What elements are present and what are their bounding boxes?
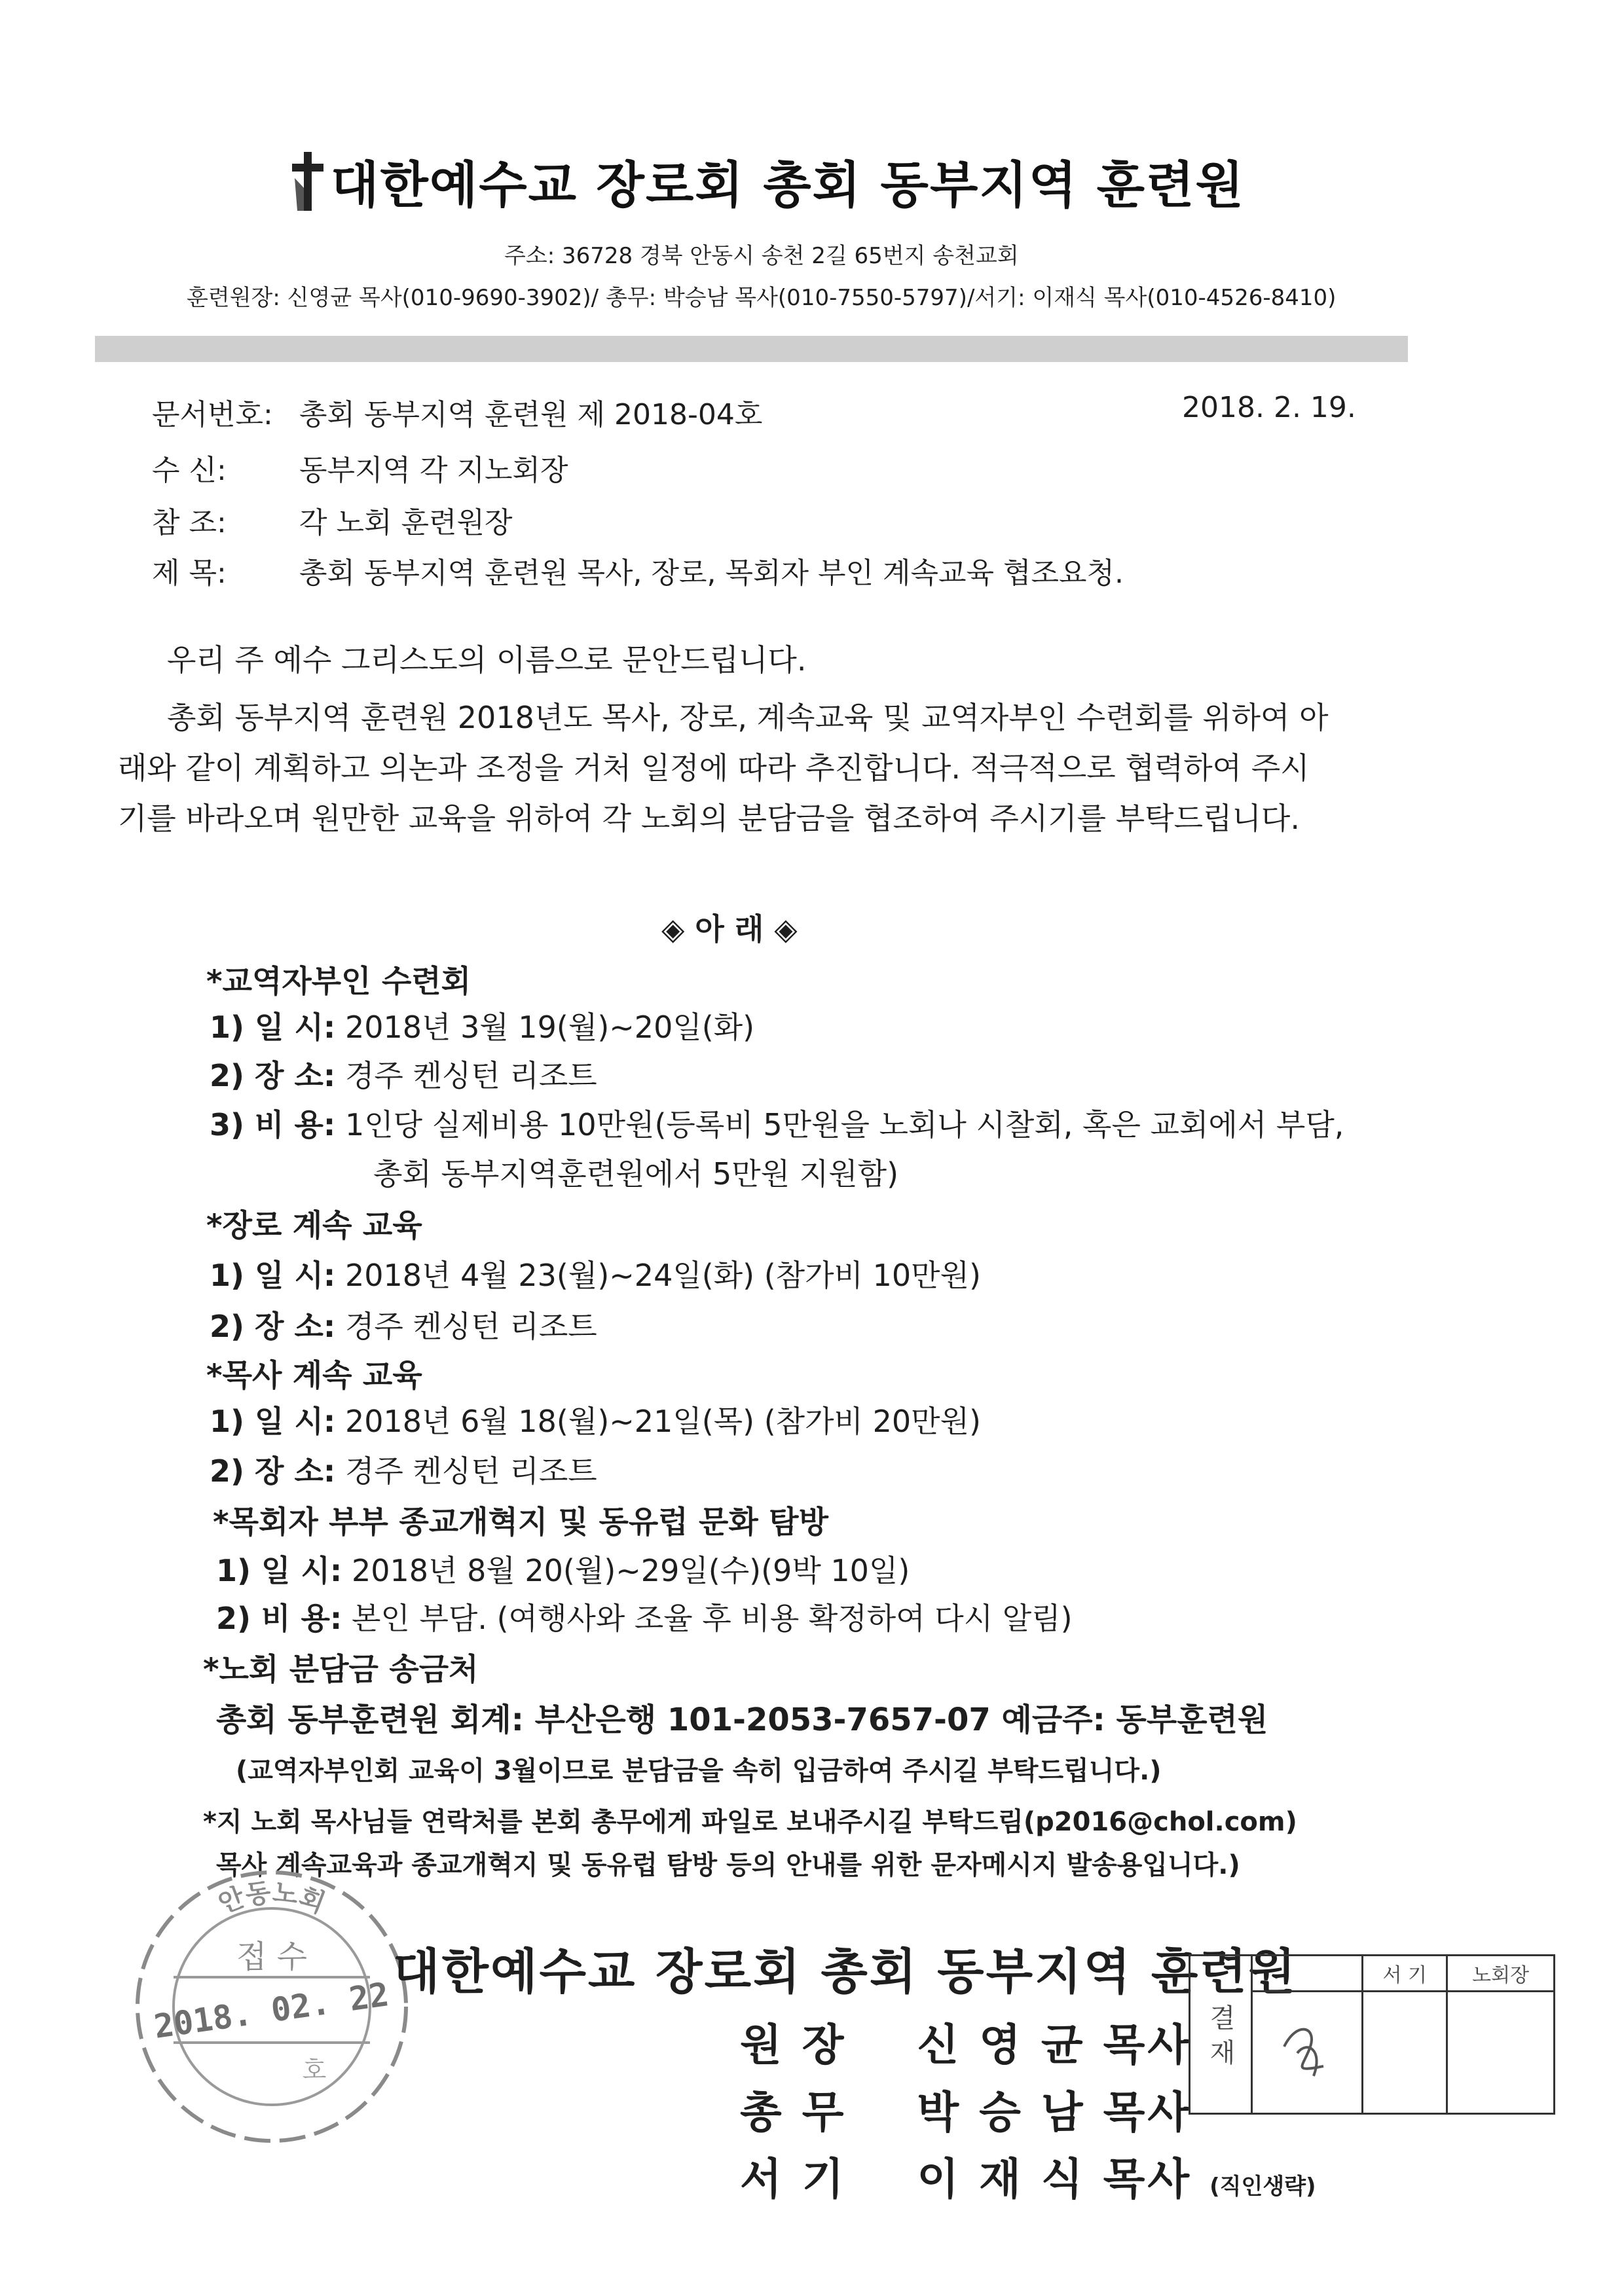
item-value: 경주 켄싱턴 리조트	[344, 1453, 597, 1489]
signature-line-director	[740, 2010, 1192, 2072]
item-value: 2018년 4월 23(월)~24일(화) (참가비 10만원)	[344, 1258, 981, 1293]
body-line-2: 래와 같이 계획하고 의논과 조정을 거처 일정에 따라 추진합니다. 적극적으로 협력하여 주시	[118, 750, 1310, 786]
stamp-label: 접 수	[236, 1939, 307, 1975]
doc-number-row	[152, 391, 1134, 430]
list-item	[210, 1448, 597, 1491]
doc-number: 총회 동부지역 훈련원 제 2018-04호	[299, 398, 763, 431]
list-item	[216, 1547, 910, 1590]
section-heading: *교역자부인 수련회	[206, 964, 471, 1000]
signature-role: 총 무	[740, 2087, 847, 2138]
item-value: 본인 부담. (여행사와 조율 후 비용 확정하여 다시 알림)	[351, 1601, 1073, 1636]
greeting: 우리 주 예수 그리스도의 이름으로 문안드립니다.	[167, 642, 807, 678]
item-value: 1인당 실제비용 10만원(등록비 5만원을 노회나 시찰회, 혹은 교회에서 부담,	[344, 1107, 1344, 1142]
stamp-top: 안동노회	[214, 1878, 329, 1920]
list-item	[216, 1595, 1073, 1638]
approval-header	[1252, 1956, 1363, 1992]
body-line-3: 기를 바라오며 원만한 교육을 위하여 각 노회의 분담금을 협조하여 주시기를 부탁드립니다.	[118, 801, 1300, 836]
list-item	[210, 1303, 597, 1346]
seal-omitted-note: (직인생략)	[1209, 2174, 1316, 2200]
cross-icon	[288, 152, 327, 211]
recipient-label: 수 신:	[152, 454, 227, 487]
recipient-row	[152, 446, 1134, 486]
item-value: 2018년 8월 20(월)~29일(수)(9박 10일)	[351, 1553, 910, 1588]
section-heading: *목회자 부부 종교개혁지 및 동유럽 문화 탐방	[213, 1504, 828, 1540]
approval-signature-cell	[1447, 1992, 1555, 2114]
item-label: 1) 일 시:	[210, 1010, 336, 1045]
reference: 각 노회 훈련원장	[299, 506, 513, 539]
doc-date: 2018. 2. 19.	[1182, 391, 1356, 424]
item-label: 1) 일 시:	[216, 1553, 342, 1588]
header-divider	[95, 336, 1408, 362]
org-address: 주소: 36728 경북 안동시 송천 2길 65번지 송천교회	[504, 243, 1019, 269]
list-item	[210, 1004, 754, 1047]
reference-label: 참 조:	[152, 506, 227, 539]
doc-number-label: 문서번호:	[152, 398, 273, 431]
stamp-no-label: 호	[302, 2056, 327, 2085]
item-label: 2) 장 소:	[210, 1453, 336, 1489]
footnote-line-2: 목사 계속교육과 종교개혁지 및 동유럽 탐방 등의 안내를 위한 문자메시지 발송용입니다.)	[216, 1850, 1240, 1880]
signature-role: 서 기	[740, 2154, 847, 2204]
section-heading: *장로 계속 교육	[206, 1208, 422, 1244]
signature-line-clerk	[740, 2144, 1316, 2206]
recipient: 동부지역 각 지노회장	[299, 454, 568, 487]
approval-header: 노회장	[1447, 1956, 1555, 1992]
signature-line-secretary-general	[740, 2077, 1192, 2140]
item-value: 2018년 3월 19(월)~20일(화)	[344, 1010, 755, 1045]
footnote-line-1: *지 노회 목사님들 연락처를 본회 총무에게 파일로 보내주시길 부탁드림(p2016@chol.com)	[203, 1807, 1297, 1837]
item-label: 1) 일 시:	[210, 1404, 336, 1439]
item-value: 경주 켄싱턴 리조트	[344, 1309, 597, 1344]
org-staff: 훈련원장: 신영균 목사(010-9690-3902)/ 총무: 박승남 목사(010-7550-5797)/서기: 이재식 목사(010-4526-8410)	[187, 285, 1337, 311]
item-continuation: 총회 동부지역훈련원에서 5만원 지원함)	[373, 1156, 899, 1192]
list-item	[210, 1052, 597, 1095]
stamp-date: 2018. 02. 22	[151, 1975, 392, 2046]
item-label: 3) 비 용:	[210, 1107, 336, 1142]
list-item	[210, 1101, 1344, 1144]
svg-text:안동노회	[214, 1878, 329, 1920]
subject-row	[152, 549, 1396, 589]
notice-heading: ◈ 아 래 ◈	[661, 911, 798, 947]
signature-name: 박 승 남 목사	[917, 2087, 1192, 2138]
signature-role: 원 장	[740, 2020, 847, 2070]
subject-label: 제 목:	[152, 556, 227, 590]
section-heading: *목사 계속 교육	[206, 1358, 422, 1394]
reference-row	[152, 499, 1134, 538]
subject: 총회 동부지역 훈련원 목사, 장로, 목회자 부인 계속교육 협조요청.	[299, 556, 1124, 590]
list-item	[210, 1398, 981, 1441]
signature-org: 대한예수교 장로회 총회 동부지역 훈련원	[393, 1944, 1298, 2000]
item-label: 1) 일 시:	[210, 1258, 336, 1293]
org-title: 대한예수교 장로회 총회 동부지역 훈련원	[331, 156, 1245, 214]
signature-name: 이 재 식 목사	[917, 2154, 1192, 2204]
item-label: 2) 장 소:	[210, 1309, 336, 1344]
item-label: 2) 장 소:	[210, 1058, 336, 1093]
list-item	[210, 1252, 981, 1295]
approval-signature-cell	[1252, 1992, 1363, 2114]
receipt-stamp	[118, 1853, 426, 2160]
approval-signature-cell	[1363, 1992, 1447, 2114]
signature-name: 신 영 균 목사	[917, 2020, 1192, 2070]
approval-header: 서 기	[1363, 1956, 1447, 1992]
body-line-1: 총회 동부지역 훈련원 2018년도 목사, 장로, 계속교육 및 교역자부인 수련회를 위하여 아	[167, 700, 1329, 735]
approval-box	[1189, 1954, 1555, 2115]
item-value: 경주 켄싱턴 리조트	[344, 1058, 597, 1093]
section-heading: *노회 분담금 송금처	[203, 1652, 479, 1688]
bank-note: (교역자부인회 교육이 3월이므로 분담금을 속히 입금하여 주시길 부탁드립니다.)	[236, 1756, 1162, 1786]
item-label: 2) 비 용:	[216, 1601, 342, 1636]
item-value: 2018년 6월 18(월)~21일(목) (참가비 20만원)	[344, 1404, 981, 1439]
approval-label: 결 재	[1190, 1956, 1252, 2114]
handwritten-signature	[1278, 2014, 1337, 2086]
bank-account: 총회 동부훈련원 회계: 부산은행 101-2053-7657-07 예금주: 동부훈련원	[216, 1702, 1268, 1738]
